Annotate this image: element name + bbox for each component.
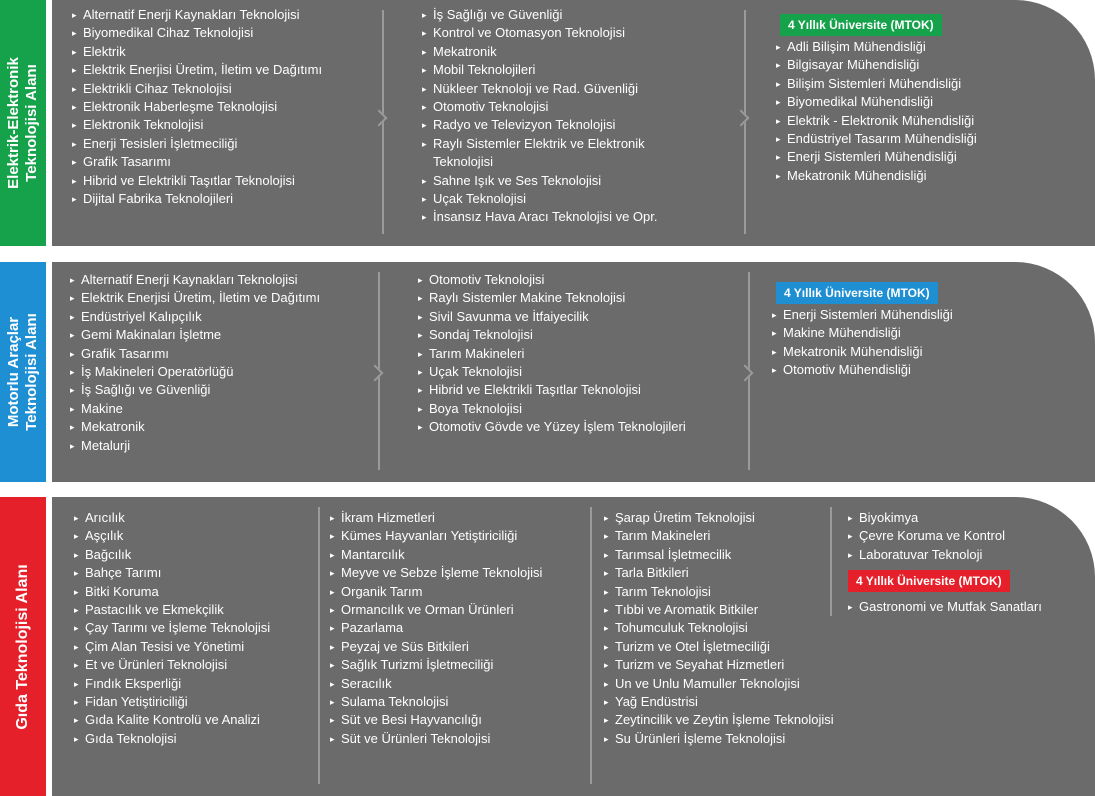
list-item: ▸ Tarla Bitkileri: [604, 564, 834, 582]
list-item: ▸ Kümes Hayvanları Yetiştiriciliği: [330, 527, 542, 545]
list-item: ▸ Enerji Tesisleri İşletmeciliği: [72, 135, 322, 153]
list-item: ▸ Nükleer Teknoloji ve Rad. Güvenliği: [422, 80, 682, 98]
section-title: Gıda Teknolojisi Alanı: [14, 563, 31, 730]
list-item: ▸ Dijital Fabrika Teknolojileri: [72, 190, 322, 208]
list-item: ▸ Mantarcılık: [330, 546, 542, 564]
list-item: ▸ Metalurji: [70, 437, 320, 455]
list-item: ▸ Biyomedikal Mühendisliği: [776, 93, 977, 111]
list-item: ▸ Tarım Makineleri: [418, 345, 686, 363]
list-item: ▸ Sağlık Turizmi İşletmeciliği: [330, 656, 542, 674]
column-1: [72, 6, 322, 208]
list-item: ▸ Su Ürünleri İşleme Teknolojisi: [604, 730, 834, 748]
list-item: ▸ Un ve Unlu Mamuller Teknolojisi: [604, 675, 834, 693]
list-item: ▸ Çim Alan Tesisi ve Yönetimi: [74, 638, 270, 656]
section-panel: [52, 497, 1095, 796]
list-item: ▸ Et ve Ürünleri Teknolojisi: [74, 656, 270, 674]
chevron-right-icon: [737, 365, 754, 382]
list-item: ▸ Otomotiv Teknolojisi: [418, 271, 686, 289]
list-item: ▸ Mekatronik: [422, 43, 682, 61]
list-item: ▸ Gemi Makinaları İşletme: [70, 326, 320, 344]
list-item: ▸ Turizm ve Seyahat Hizmetleri: [604, 656, 834, 674]
list-item: ▸ Enerji Sistemleri Mühendisliği: [772, 306, 953, 324]
list-item: ▸ İkram Hizmetleri: [330, 509, 542, 527]
list-item: ▸ Tarımsal İşletmecilik: [604, 546, 834, 564]
item-list: [848, 509, 1042, 564]
list-item: ▸ Uçak Teknolojisi: [422, 190, 682, 208]
list-item: ▸ Makine Mühendisliği: [772, 324, 953, 342]
list-item: ▸ Otomotiv Gövde ve Yüzey İşlem Teknolojileri: [418, 418, 686, 436]
item-list: [422, 6, 682, 227]
column-divider: [590, 507, 592, 784]
list-item: ▸ Otomotiv Mühendisliği: [772, 361, 953, 379]
list-item: ▸ Hibrid ve Elektrikli Taşıtlar Teknolojisi: [72, 172, 322, 190]
chevron-right-icon: [733, 110, 750, 127]
list-item: ▸ Endüstriyel Kalıpçılık: [70, 308, 320, 326]
chevron-right-icon: [371, 110, 388, 127]
list-item: ▸ Sivil Savunma ve İtfaiyecilik: [418, 308, 686, 326]
list-item: ▸ Kontrol ve Otomasyon Teknolojisi: [422, 24, 682, 42]
list-item: ▸ Elektronik Teknolojisi: [72, 116, 322, 134]
item-list: [330, 509, 542, 748]
list-item: ▸ Bilgisayar Mühendisliği: [776, 56, 977, 74]
section-label-box: [0, 262, 46, 482]
list-item: ▸ Raylı Sistemler Elektrik ve Elektronik Teknolojisi: [422, 135, 682, 172]
list-item: ▸ Organik Tarım: [330, 583, 542, 601]
list-item: ▸ Uçak Teknolojisi: [418, 363, 686, 381]
column-2: [422, 6, 682, 227]
list-item: ▸ Alternatif Enerji Kaynakları Teknolojisi: [72, 6, 322, 24]
section-gida: [0, 497, 1095, 796]
list-item: ▸ Arıcılık: [74, 509, 270, 527]
column-4: [848, 509, 1042, 617]
list-item: ▸ Elektrikli Cihaz Teknolojisi: [72, 80, 322, 98]
list-item: ▸ Bitki Koruma: [74, 583, 270, 601]
list-item: ▸ Peyzaj ve Süs Bitkileri: [330, 638, 542, 656]
list-item: ▸ Fidan Yetiştiriciliği: [74, 693, 270, 711]
list-item: ▸ Elektronik Haberleşme Teknolojisi: [72, 98, 322, 116]
list-item: ▸ Otomotiv Teknolojisi: [422, 98, 682, 116]
list-item: ▸ Çevre Koruma ve Kontrol: [848, 527, 1042, 545]
list-item: ▸ Enerji Sistemleri Mühendisliği: [776, 148, 977, 166]
list-item: ▸ Çay Tarımı ve İşleme Teknolojisi: [74, 619, 270, 637]
list-item: ▸ Gıda Kalite Kontrolü ve Analizi: [74, 711, 270, 729]
list-item: ▸ Sondaj Teknolojisi: [418, 326, 686, 344]
list-item: ▸ Pastacılık ve Ekmekçilik: [74, 601, 270, 619]
item-list: [74, 509, 270, 748]
list-item: ▸ Mekatronik Mühendisliği: [772, 343, 953, 361]
list-item: ▸ Şarap Üretim Teknolojisi: [604, 509, 834, 527]
university-badge: 4 Yıllık Üniversite (MTOK): [780, 14, 942, 36]
section-label-box: [0, 497, 46, 796]
list-item: ▸ Yağ Endüstrisi: [604, 693, 834, 711]
section-title: Elektrik-Elektronik Teknolojisi Alanı: [5, 57, 40, 189]
list-item: ▸ Hibrid ve Elektrikli Taşıtlar Teknolojisi: [418, 381, 686, 399]
list-item: ▸ Adli Bilişim Mühendisliği: [776, 38, 977, 56]
list-item: ▸ Makine: [70, 400, 320, 418]
item-list: [70, 271, 320, 455]
list-item: ▸ Pazarlama: [330, 619, 542, 637]
column-2: [330, 509, 542, 748]
item-list: [72, 6, 322, 208]
list-item: ▸ Tarım Teknolojisi: [604, 583, 834, 601]
item-list: [772, 306, 953, 380]
list-item: ▸ Tarım Makineleri: [604, 527, 834, 545]
chevron-right-icon: [367, 365, 384, 382]
column-1: [70, 271, 320, 455]
column-1: [74, 509, 270, 748]
list-item: ▸ İş Makineleri Operatörlüğü: [70, 363, 320, 381]
item-list: [418, 271, 686, 437]
list-item: ▸ Meyve ve Sebze İşleme Teknolojisi: [330, 564, 542, 582]
list-item: ▸ İş Sağlığı ve Güvenliği: [70, 381, 320, 399]
university-badge: 4 Yıllık Üniversite (MTOK): [848, 570, 1010, 592]
section-elektrik: [0, 0, 1095, 246]
list-item: ▸ Ormancılık ve Orman Ürünleri: [330, 601, 542, 619]
list-item: ▸ İş Sağlığı ve Güvenliği: [422, 6, 682, 24]
list-item: ▸ Bahçe Tarımı: [74, 564, 270, 582]
column-2: [418, 271, 686, 437]
list-item: ▸ Bağcılık: [74, 546, 270, 564]
item-list: [776, 38, 977, 185]
list-item: ▸ Süt ve Ürünleri Teknolojisi: [330, 730, 542, 748]
list-item: ▸ Gastronomi ve Mutfak Sanatları: [848, 598, 1042, 616]
university-badge: 4 Yıllık Üniversite (MTOK): [776, 282, 938, 304]
list-item: ▸ Aşçılık: [74, 527, 270, 545]
list-item: ▸ Biyokimya: [848, 509, 1042, 527]
list-item: ▸ Biyomedikal Cihaz Teknolojisi: [72, 24, 322, 42]
section-label-box: [0, 0, 46, 246]
list-item: ▸ Zeytincilik ve Zeytin İşleme Teknolojisi: [604, 711, 834, 729]
list-item: ▸ Mobil Teknolojileri: [422, 61, 682, 79]
column-3: [776, 14, 977, 185]
list-item: ▸ Tohumculuk Teknolojisi: [604, 619, 834, 637]
list-item: ▸ Elektrik - Elektronik Mühendisliği: [776, 112, 977, 130]
list-item: ▸ Alternatif Enerji Kaynakları Teknolojisi: [70, 271, 320, 289]
list-item: ▸ Elektrik Enerjisi Üretim, İletim ve Dağıtımı: [72, 61, 322, 79]
list-item: ▸ Laboratuvar Teknoloji: [848, 546, 1042, 564]
list-item: ▸ Süt ve Besi Hayvancılığı: [330, 711, 542, 729]
column-divider: [830, 507, 832, 616]
list-item: ▸ Gıda Teknolojisi: [74, 730, 270, 748]
list-item: ▸ Radyo ve Televizyon Teknolojisi: [422, 116, 682, 134]
list-item: ▸ Seracılık: [330, 675, 542, 693]
section-motorlu: [0, 262, 1095, 482]
list-item: ▸ Elektrik: [72, 43, 322, 61]
column-divider: [318, 507, 320, 784]
item-list: [848, 598, 1042, 616]
list-item: ▸ Tıbbi ve Aromatik Bitkiler: [604, 601, 834, 619]
list-item: ▸ Mekatronik Mühendisliği: [776, 167, 977, 185]
list-item: ▸ Turizm ve Otel İşletmeciliği: [604, 638, 834, 656]
item-list: [604, 509, 834, 748]
list-item: ▸ Grafik Tasarımı: [72, 153, 322, 171]
section-panel: [52, 262, 1095, 482]
list-item: ▸ Grafik Tasarımı: [70, 345, 320, 363]
list-item: ▸ Raylı Sistemler Makine Teknolojisi: [418, 289, 686, 307]
list-item: ▸ Sulama Teknolojisi: [330, 693, 542, 711]
list-item: ▸ Mekatronik: [70, 418, 320, 436]
list-item: ▸ Sahne Işık ve Ses Teknolojisi: [422, 172, 682, 190]
list-item: ▸ Bilişim Sistemleri Mühendisliği: [776, 75, 977, 93]
column-3: [604, 509, 834, 748]
list-item: ▸ İnsansız Hava Aracı Teknolojisi ve Opr.: [422, 208, 682, 226]
column-3: [772, 282, 953, 380]
section-title: Motorlu Araçlar Teknolojisi Alanı: [5, 313, 40, 431]
list-item: ▸ Endüstriyel Tasarım Mühendisliği: [776, 130, 977, 148]
section-panel: [52, 0, 1095, 246]
list-item: ▸ Elektrik Enerjisi Üretim, İletim ve Dağıtımı: [70, 289, 320, 307]
list-item: ▸ Fındık Eksperliği: [74, 675, 270, 693]
list-item: ▸ Boya Teknolojisi: [418, 400, 686, 418]
